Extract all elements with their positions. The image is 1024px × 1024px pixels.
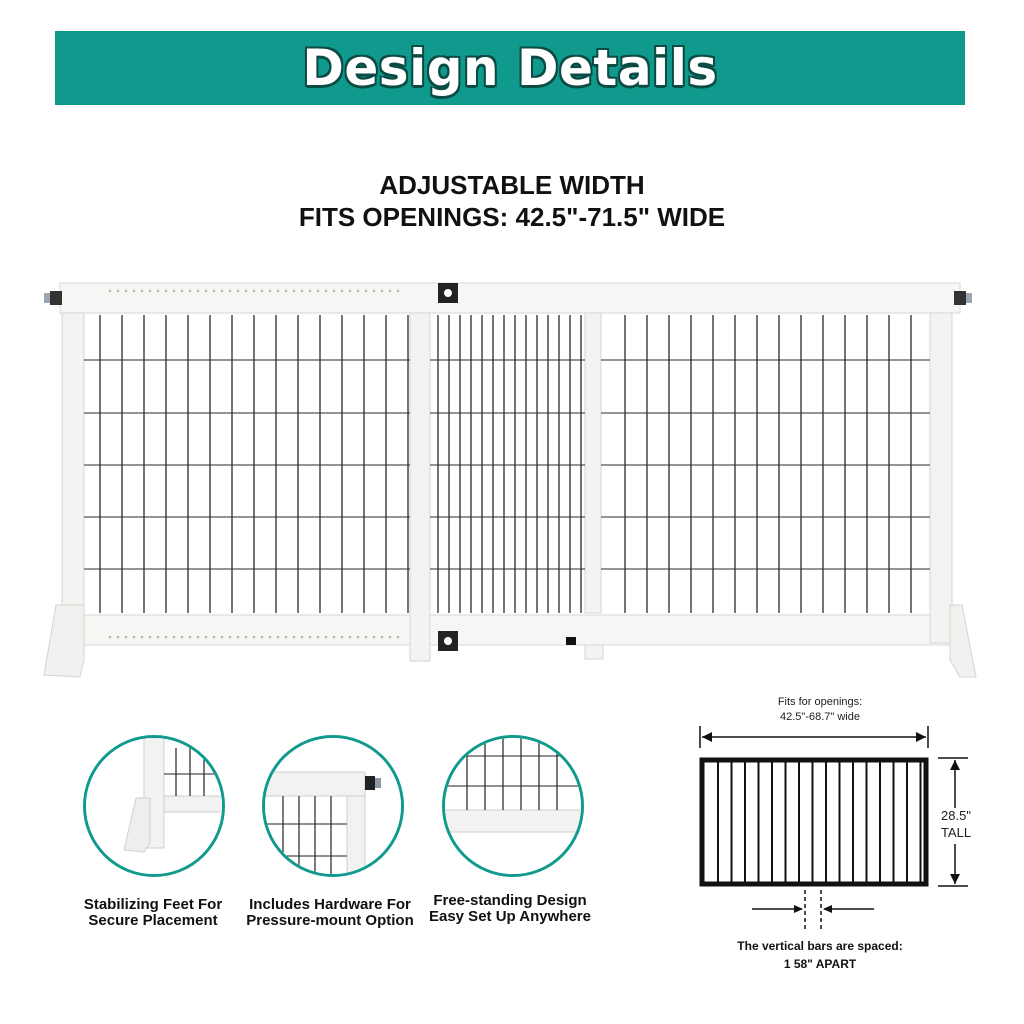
bar-spacing-value: 1 58" APART xyxy=(783,957,857,971)
banner-title: Design Details xyxy=(302,39,718,97)
feature-circle-feet xyxy=(83,735,225,877)
height-label: TALL xyxy=(940,825,972,840)
fits-openings-range: 42.5"-68.7" wide xyxy=(780,711,860,723)
bar-spacing-label: The vertical bars are spaced: xyxy=(737,939,903,953)
caption-freestanding: Free-standing Design Easy Set Up Anywhere xyxy=(428,892,591,925)
headline-fits-openings: FITS OPENINGS: 42.5"-71.5" WIDE xyxy=(298,202,726,232)
caption-hardware: Includes Hardware For Pressure-mount Option xyxy=(246,896,414,929)
fits-openings-label: Fits for openings: xyxy=(777,696,863,708)
headline-adjustable-width: ADJUSTABLE WIDTH xyxy=(379,170,645,200)
feature-circle-hardware xyxy=(262,735,404,877)
caption-stabilizing-feet: Stabilizing Feet For Secure Placement xyxy=(83,896,223,929)
feature-circle-freestanding xyxy=(442,735,584,877)
pet-gate-image xyxy=(40,275,990,685)
title-banner xyxy=(55,31,965,105)
height-value: 28.5" xyxy=(941,808,971,823)
